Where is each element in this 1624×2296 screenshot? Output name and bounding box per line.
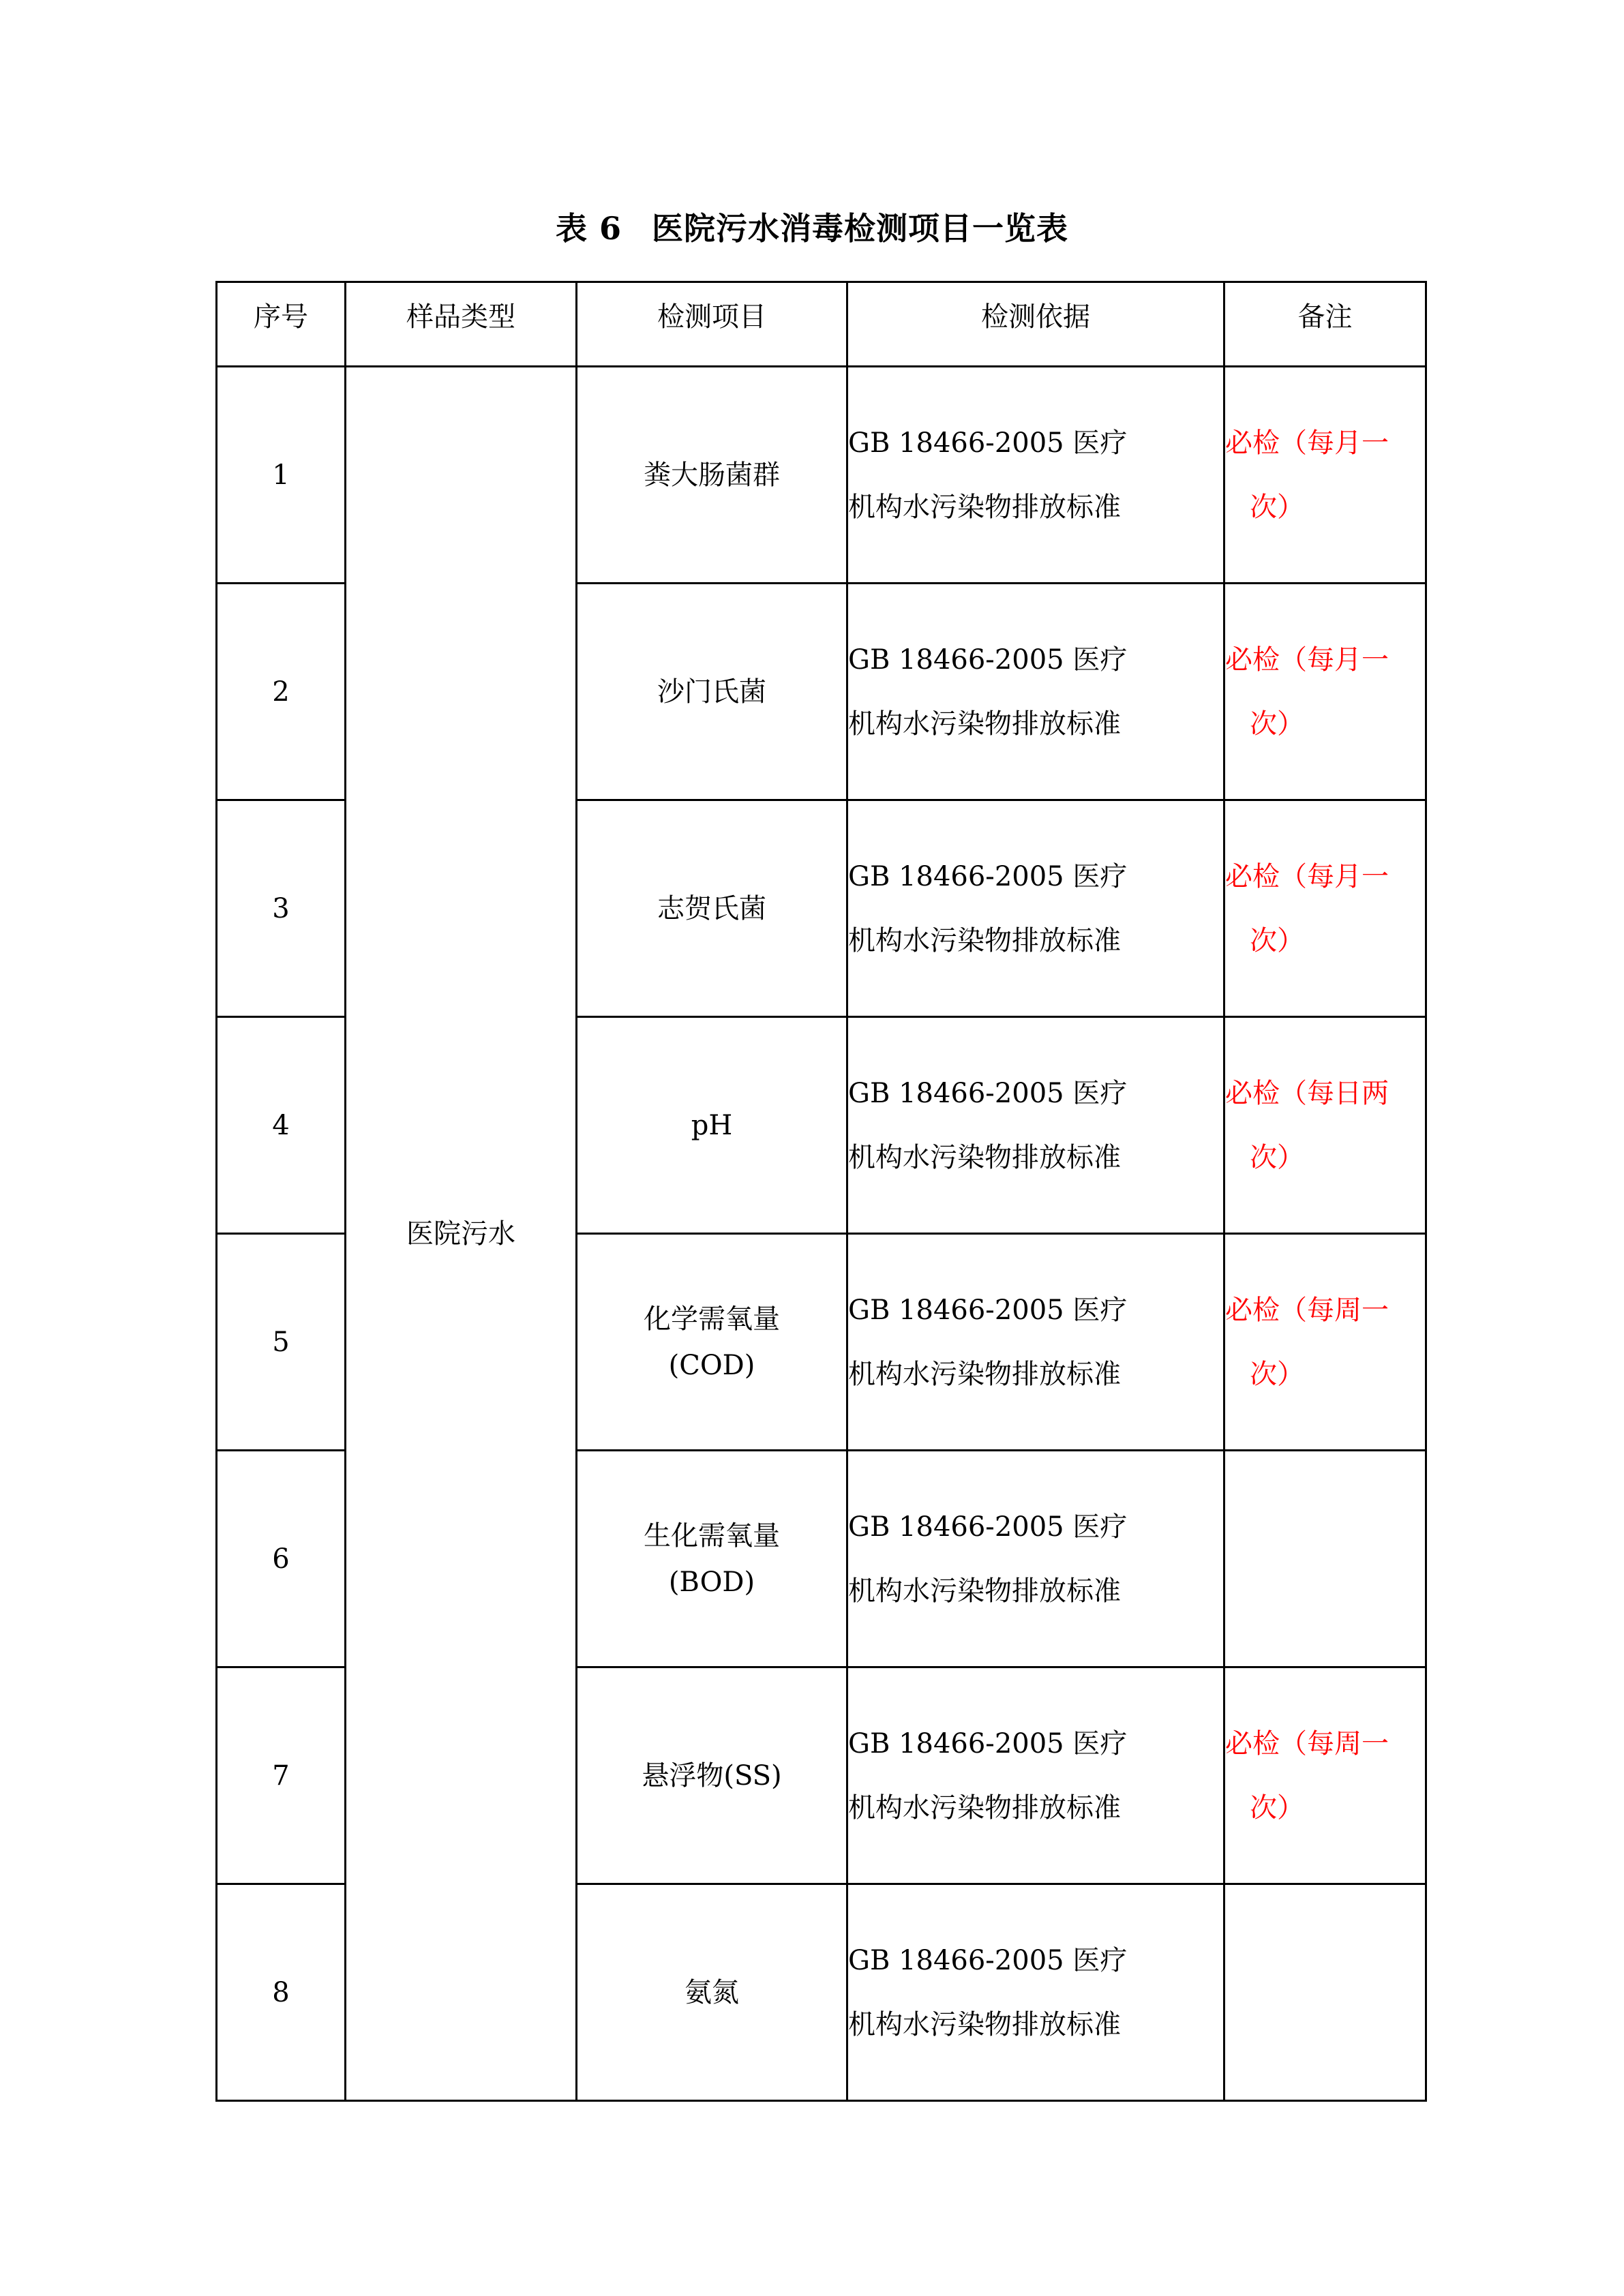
basis-line-1: GB 18466-2005 医疗 (848, 644, 1128, 676)
cell-basis (847, 1884, 1224, 2101)
cell-seq: 5 (217, 1234, 346, 1451)
table-title (0, 205, 1624, 252)
table-number: 表 6 (555, 210, 622, 247)
cell-seq: 4 (217, 1017, 346, 1234)
cell-note (1224, 1884, 1426, 2101)
cell-item: 悬浮物(SS) (577, 1667, 847, 1884)
note-line-1: 必检（每周一 (1225, 1294, 1389, 1326)
basis-line-1: GB 18466-2005 医疗 (848, 427, 1128, 459)
cell-note (1224, 584, 1426, 800)
item-line-1: 化学需氧量 (644, 1303, 780, 1335)
cell-basis (847, 584, 1224, 800)
note-line-2: 次） (1250, 1358, 1304, 1390)
cell-seq: 2 (217, 584, 346, 800)
cell-basis (847, 1667, 1224, 1884)
inspection-items-table (215, 281, 1427, 2102)
basis-line-1: GB 18466-2005 医疗 (848, 1077, 1128, 1109)
cell-note (1224, 367, 1426, 584)
header-basis: 检测依据 (847, 282, 1224, 367)
cell-item: 志贺氏菌 (577, 800, 847, 1017)
cell-basis (847, 1451, 1224, 1667)
cell-item (577, 1451, 847, 1667)
basis-line-1: GB 18466-2005 医疗 (848, 1944, 1128, 1976)
basis-line-2: 机构水污染物排放标准 (848, 2008, 1121, 2040)
cell-basis (847, 367, 1224, 584)
basis-line-1: GB 18466-2005 医疗 (848, 1727, 1128, 1759)
cell-seq: 3 (217, 800, 346, 1017)
note-line-1: 必检（每周一 (1225, 1727, 1389, 1759)
basis-line-2: 机构水污染物排放标准 (848, 491, 1121, 523)
cell-sample-type: 医院污水 (346, 367, 577, 2101)
basis-line-1: GB 18466-2005 医疗 (848, 1294, 1128, 1326)
cell-basis (847, 1017, 1224, 1234)
basis-line-2: 机构水污染物排放标准 (848, 1575, 1121, 1607)
header-item: 检测项目 (577, 282, 847, 367)
cell-item: 粪大肠菌群 (577, 367, 847, 584)
table-caption: 医院污水消毒检测项目一览表 (652, 210, 1069, 247)
cell-note (1224, 800, 1426, 1017)
note-line-2: 次） (1250, 1792, 1304, 1824)
header-seq: 序号 (217, 282, 346, 367)
cell-item (577, 1234, 847, 1451)
cell-seq: 1 (217, 367, 346, 584)
basis-line-2: 机构水污染物排放标准 (848, 708, 1121, 740)
note-line-2: 次） (1250, 708, 1304, 740)
note-line-2: 次） (1250, 491, 1304, 523)
note-line-1: 必检（每月一 (1225, 644, 1389, 676)
cell-item: pH (577, 1017, 847, 1234)
basis-line-1: GB 18466-2005 医疗 (848, 1511, 1128, 1543)
cell-note (1224, 1234, 1426, 1451)
basis-line-2: 机构水污染物排放标准 (848, 1141, 1121, 1173)
basis-line-2: 机构水污染物排放标准 (848, 1358, 1121, 1390)
note-line-2: 次） (1250, 924, 1304, 956)
cell-note (1224, 1451, 1426, 1667)
item-line-2: (BOD) (668, 1566, 755, 1598)
basis-line-2: 机构水污染物排放标准 (848, 1792, 1121, 1824)
note-line-1: 必检（每月一 (1225, 427, 1389, 459)
table-header-row (217, 282, 1426, 367)
basis-line-2: 机构水污染物排放标准 (848, 924, 1121, 956)
item-line-2: (COD) (668, 1349, 755, 1381)
cell-item: 氨氮 (577, 1884, 847, 2101)
table-row (217, 367, 1426, 584)
cell-note (1224, 1017, 1426, 1234)
basis-line-1: GB 18466-2005 医疗 (848, 860, 1128, 892)
note-line-1: 必检（每月一 (1225, 860, 1389, 892)
header-sample-type: 样品类型 (346, 282, 577, 367)
cell-seq: 6 (217, 1451, 346, 1667)
note-line-2: 次） (1250, 1141, 1304, 1173)
cell-item: 沙门氏菌 (577, 584, 847, 800)
cell-seq: 8 (217, 1884, 346, 2101)
cell-note (1224, 1667, 1426, 1884)
note-line-1: 必检（每日两 (1225, 1077, 1389, 1109)
item-line-1: 生化需氧量 (644, 1520, 780, 1552)
cell-seq: 7 (217, 1667, 346, 1884)
cell-basis (847, 800, 1224, 1017)
cell-basis (847, 1234, 1224, 1451)
header-note: 备注 (1224, 282, 1426, 367)
